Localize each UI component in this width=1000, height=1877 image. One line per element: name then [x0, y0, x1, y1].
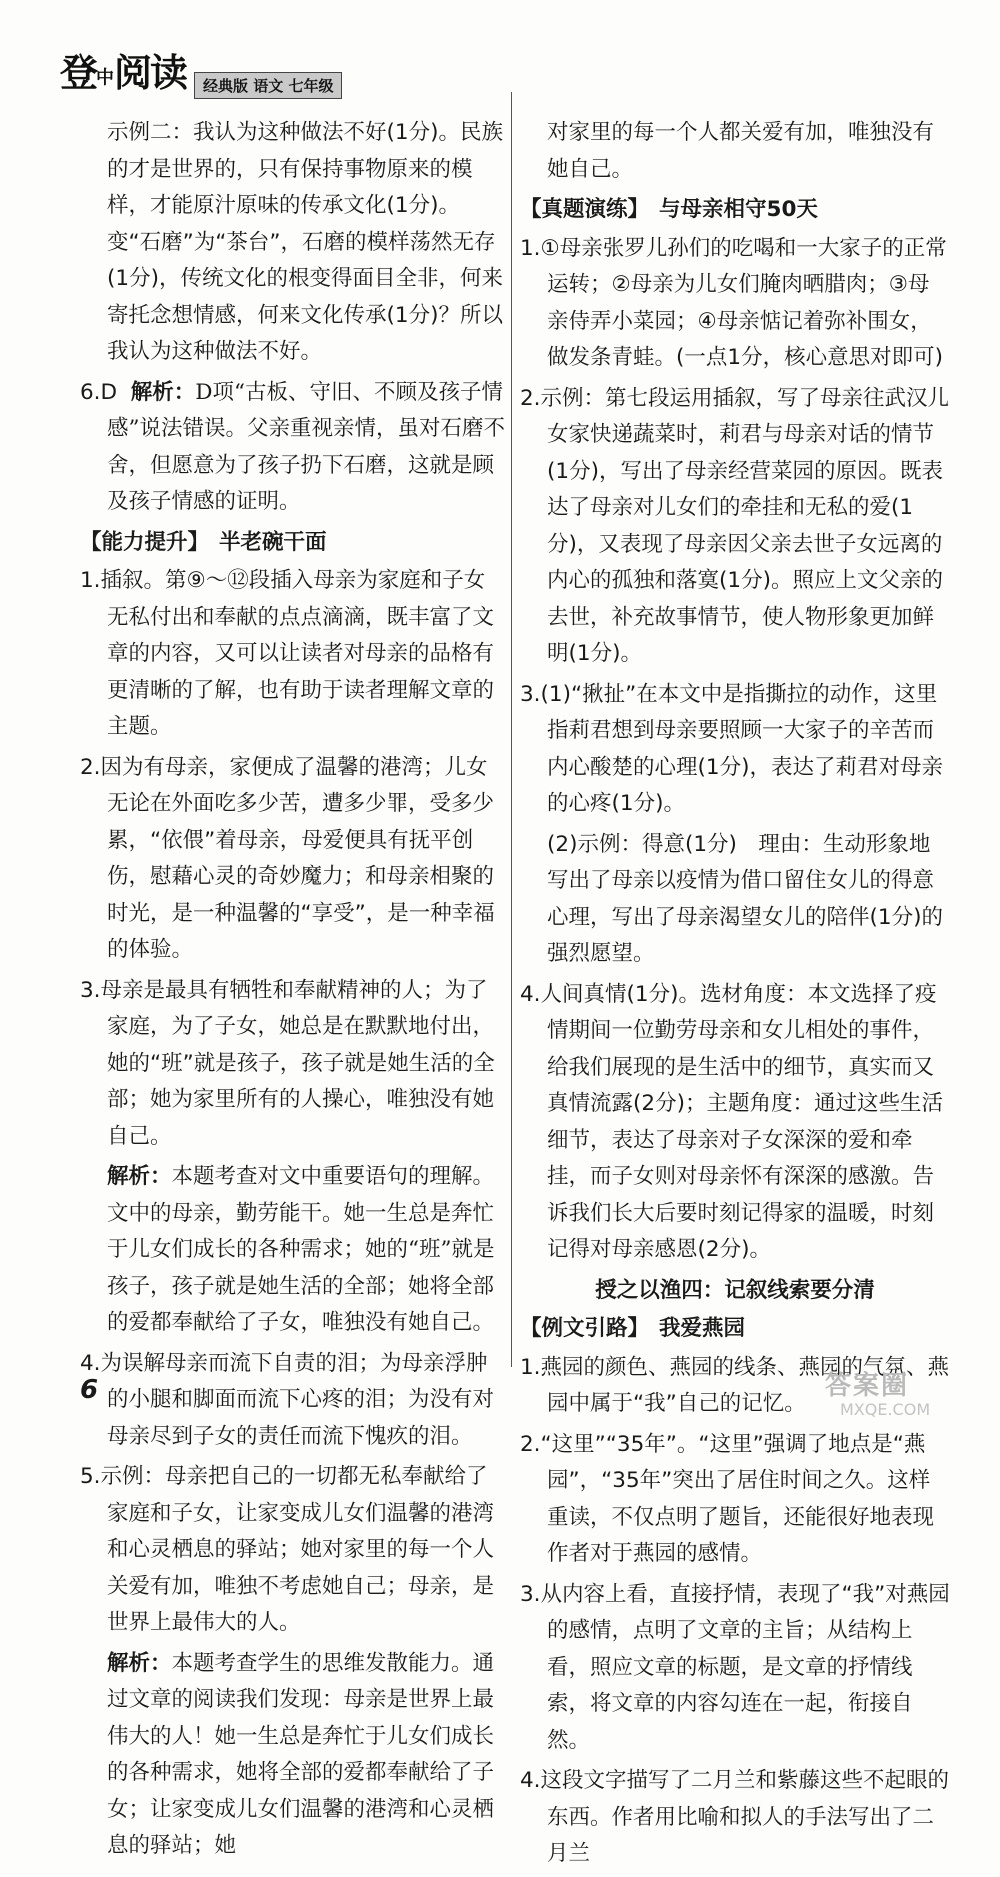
exam-answer-2: 2.示例：第七段运用插叙，写了母亲往武汉儿女家快递蔬菜时，莉君与母亲对话的情节(1分)，写出了母亲经营菜园的原因。既表达了母亲对儿女们的牵挂和无私的爱(1分)，又表现了母亲因父亲去世子女远离的内心的孤独和落寞(1分)。照应上文父亲的去世，补充故事情节，使人物形象更加鲜明(1分)。	[520, 385, 950, 666]
watermark-logo: 答案圈	[825, 1371, 910, 1401]
answer-2: 2.因为有母亲，家便成了温馨的港湾；儿女无论在外面吃多少苦，遭多少罪，受多少累，“依偎”着母亲，母爱便具有抚平创伤，慰藉心灵的奇妙魔力；和母亲相聚的时光，是一种温馨的“享受”，是一种幸福的体验。	[80, 754, 495, 962]
right-column	[520, 115, 950, 1877]
example-answer-2: 2.“这里”“35年”。“这里”强调了地点是“燕园”，“35年”突出了居住时间之久。这样重读，不仅点明了题旨，还能很好地表现作者对于燕园的感情。	[520, 1431, 935, 1566]
analysis-3: 解析：本题考查对文中重要语句的理解。文中的母亲，勤劳能干。她一生总是奔忙于儿女们成长的各种需求；她的“班”就是孩子，孩子就是她生活的全部；她将全部的爱都奉献给了子女，唯独没有她自己。	[107, 1164, 495, 1335]
example-answer-3: 3.从内容上看，直接抒情，表现了“我”对燕园的感情，点明了文章的主旨；从结构上看，照应文章的标题，是文章的抒情线索，将文章的内容勾连在一起，衔接自然。	[520, 1581, 950, 1753]
edition-label: 经典版 语文 七年级	[194, 72, 342, 99]
example-two-answer: 示例二：我认为这种做法不好(1分)。民族的才是世界的，只有保持事物原来的模样，才能原汁原味的传承文化(1分)。变“石磨”为“茶台”，石磨的模样荡然无存(1分)，传统文化的根变得面目全非，何来寄托念想情感，何来文化传承(1分)？所以我认为这种做法不好。	[107, 120, 503, 364]
exam-answer-4: 4.人间真情(1分)。选材角度：本文选择了疫情期间一位勤劳母亲和女儿相处的事件，给我们展现的是生活中的细节，真实而又真情流露(2分)；主题角度：通过这些生活细节，表达了母亲对子女深深的爱和牵挂，而子女则对母亲怀有深深的感激。告诉我们长大后要时刻记得家的温暖，时刻记得对母亲感恩(2分)。	[520, 981, 943, 1262]
exam-answer-3: 3.(1)“揪扯”在本文中是指撕拉的动作，这里指莉君想到母亲要照顾一大家子的辛苦而内心酸楚的心理(1分)，表达了莉君对母亲的心疼(1分)。	[520, 681, 943, 816]
watermark-url: MXQE.COM	[840, 1400, 931, 1419]
page-header	[60, 42, 370, 102]
chapter-heading: 授之以渔四：记叙线索要分清	[595, 1277, 875, 1303]
answer-5: 5.示例：母亲把自己的一切都无私奉献给了家庭和子女，让家变成儿女们温馨的港湾和心灵栖息的驿站；她对家里的每一个人关爱有加，唯独不考虑她自己；母亲，是世界上最伟大的人。	[80, 1464, 495, 1635]
exam-answer-1: 1.①母亲张罗儿孙们的吃喝和一大家子的正常运转；②母亲为儿女们腌肉晒腊肉；③母亲侍弄小菜园；④母亲惦记着弥补围女，做发条青蛙。(一点1分，核心意思对即可)	[520, 235, 947, 370]
column-divider	[511, 92, 512, 1367]
page-number: 6	[80, 1375, 99, 1405]
continuation-text: 对家里的每一个人都关爱有加，唯独没有她自己。	[547, 120, 935, 182]
answer-1: 1.插叙。第⑨～⑫段插入母亲为家庭和子女无私付出和奉献的点点滴滴，既丰富了文章的内容，又可以让读者对母亲的品格有更清晰的了解，也有助于读者理解文章的主题。	[80, 568, 495, 739]
answer-3: 3.母亲是最具有牺牲和奉献精神的人；为了家庭，为了子女，她总是在默默地付出，她的“班”就是孩子，孩子就是她生活的全部；她为家里所有的人操心，唯独没有她自己。	[80, 977, 495, 1149]
section-heading-exam: 【真题演练】 与母亲相守50天	[520, 197, 818, 222]
answer-6: 6.D 解析：D项“古板、守旧、不顾及孩子情感”说法错误。父亲重视亲情，虽对石磨不舍，但愿意为了孩子扔下石磨，这就是顾及孩子情感的证明。	[80, 379, 505, 514]
section-heading-example: 【例文引路】 我爱燕园	[520, 1316, 746, 1341]
section-heading-ability: 【能力提升】 半老碗干面	[80, 529, 327, 555]
exam-answer-3-part2: (2)示例：得意(1分) 理由：生动形象地写出了母亲以疫情为借口留住女儿的得意心理，写出了母亲渴望女儿的陪伴(1分)的强烈愿望。	[547, 831, 943, 966]
answer-4: 4.为误解母亲而流下自责的泪；为母亲浮肿的小腿和脚面而流下心疼的泪；为没有对母亲尽到子女的责任而流下愧疚的泪。	[80, 1350, 495, 1449]
book-logo: 登中阅读	[60, 50, 187, 95]
left-column	[80, 115, 505, 1869]
example-answer-4: 4.这段文字描写了二月兰和紫藤这些不起眼的东西。作者用比喻和拟人的手法写出了二月兰	[520, 1768, 950, 1866]
example-answer-1: 1.燕园的颜色、燕园的线条、燕园的气氛、燕园中属于“我”自己的记忆。	[520, 1354, 950, 1416]
analysis-5: 解析：本题考查学生的思维发散能力。通过文章的阅读我们发现：母亲是世界上最伟大的人！她一生总是奔忙于儿女们成长的各种需求，她将全部的爱都奉献给了子女；让家变成儿女们温馨的港湾和心灵栖息的驿站；她	[107, 1650, 495, 1858]
